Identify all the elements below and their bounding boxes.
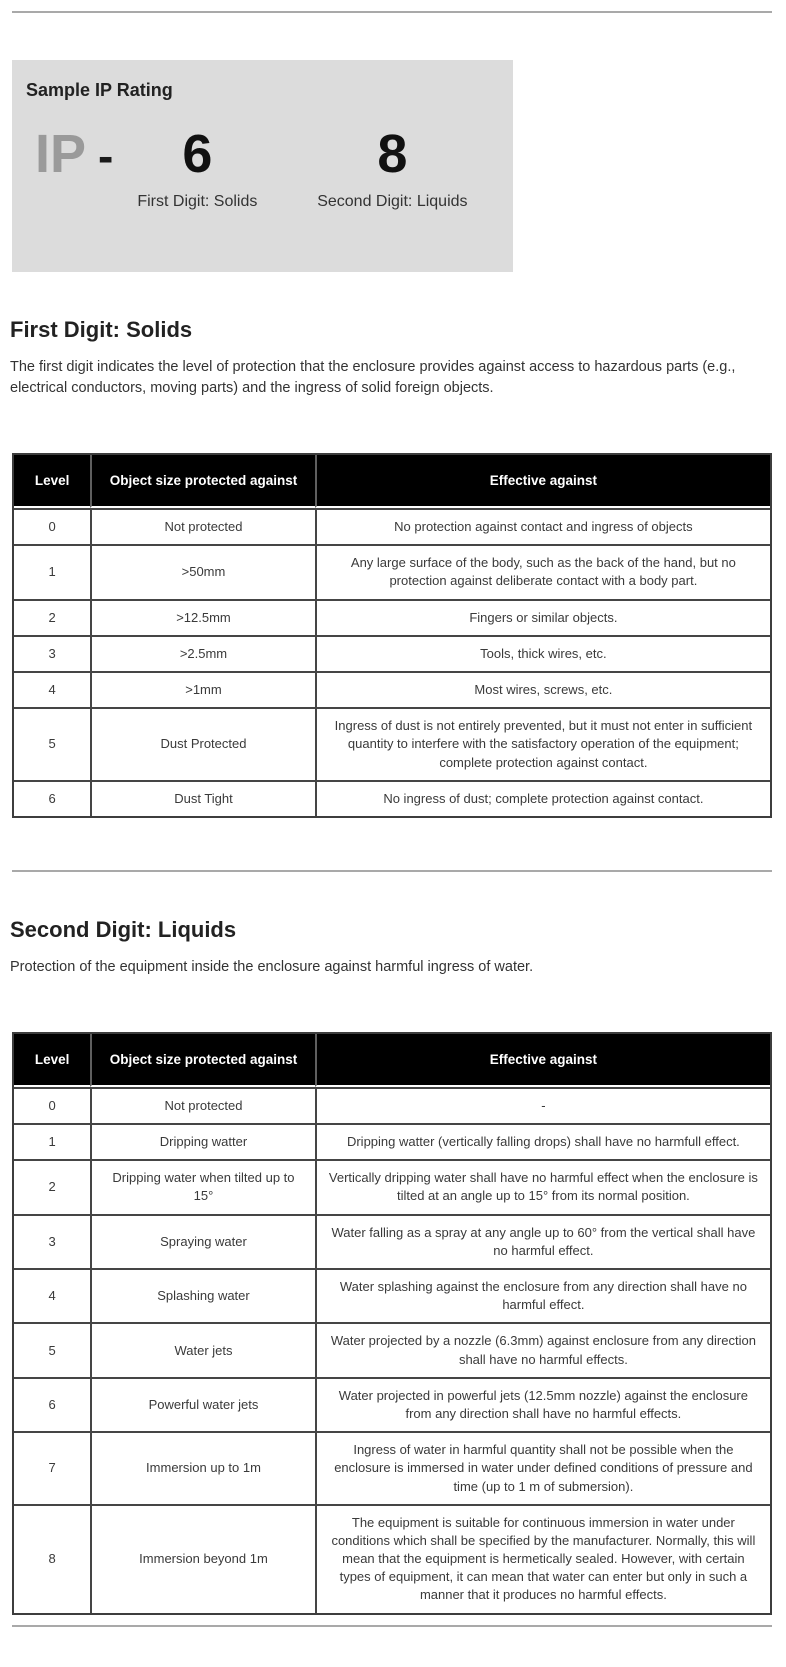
object-cell: Not protected <box>90 508 315 544</box>
table-row <box>14 508 770 544</box>
first-digit-column <box>117 124 277 211</box>
liquids-table <box>12 1032 772 1615</box>
level-cell: 8 <box>14 1504 90 1613</box>
first-digit-value: 6 <box>182 124 213 184</box>
second-digit-column <box>307 124 477 211</box>
level-cell: 5 <box>14 1322 90 1376</box>
object-cell: Spraying water <box>90 1214 315 1268</box>
table-header-object-size: Object size protected against <box>90 455 315 508</box>
table-row <box>14 599 770 635</box>
bottom-rule <box>12 1625 772 1627</box>
solids-table-body <box>14 508 770 816</box>
table-row <box>14 1268 770 1322</box>
effective-cell: Water projected in powerful jets (12.5mm nozzle) against the enclosure from any direction shall have no harmful effects. <box>315 1377 770 1431</box>
effective-cell: Vertically dripping water shall have no harmful effect when the enclosure is tilted at an angle up to 15° from its normal position. <box>315 1159 770 1213</box>
table-row <box>14 1504 770 1613</box>
second-digit-value: 8 <box>377 124 408 184</box>
effective-cell: Water splashing against the enclosure from any direction shall have no harmful effect. <box>315 1268 770 1322</box>
table-row <box>14 707 770 780</box>
table-row <box>14 1214 770 1268</box>
ip-rating-row <box>26 124 513 211</box>
ip-letters: IP <box>35 124 87 184</box>
liquids-section <box>12 917 772 1615</box>
section-divider-rule <box>12 870 772 872</box>
object-cell: >2.5mm <box>90 635 315 671</box>
table-row <box>14 1322 770 1376</box>
effective-cell: No protection against contact and ingress of objects <box>315 508 770 544</box>
level-cell: 0 <box>14 508 90 544</box>
table-header-object-size: Object size protected against <box>90 1034 315 1087</box>
solids-table <box>12 453 772 818</box>
object-cell: Dripping watter <box>90 1123 315 1159</box>
level-cell: 2 <box>14 599 90 635</box>
object-cell: Splashing water <box>90 1268 315 1322</box>
table-header-level: Level <box>14 1034 90 1087</box>
table-row <box>14 1123 770 1159</box>
effective-cell: Water projected by a nozzle (6.3mm) against enclosure from any direction shall have no harmful effects. <box>315 1322 770 1376</box>
solids-description: The first digit indicates the level of protection that the enclosure provides against access to hazardous parts (e.g., electrical conductors, moving parts) and the ingress of solid foreign objects. <box>10 359 736 397</box>
object-cell: >1mm <box>90 671 315 707</box>
object-cell: Dust Tight <box>90 780 315 816</box>
table-row <box>14 1159 770 1213</box>
effective-cell: Fingers or similar objects. <box>315 599 770 635</box>
sample-ip-rating-box <box>12 60 513 272</box>
level-cell: 6 <box>14 1377 90 1431</box>
sample-box-title: Sample IP Rating <box>26 80 173 100</box>
object-cell: >50mm <box>90 544 315 598</box>
object-cell: >12.5mm <box>90 599 315 635</box>
level-cell: 3 <box>14 1214 90 1268</box>
effective-cell: Ingress of water in harmful quantity shall not be possible when the enclosure is immersed in water under defined conditions of pressure and time (up to 1 m of submersion). <box>315 1431 770 1504</box>
object-cell: Dripping water when tilted up to 15° <box>90 1159 315 1213</box>
first-digit-label: First Digit: Solids <box>137 193 258 210</box>
table-row <box>14 671 770 707</box>
effective-cell: The equipment is suitable for continuous immersion in water under conditions which shall be specified by the manufacturer. Normally, this will mean that the equipment is hermetically sealed. However, with certain types of equipment, it can mean that water can enter but only in such a manner that it produces no harmful effects. <box>315 1504 770 1613</box>
level-cell: 5 <box>14 707 90 780</box>
object-cell: Water jets <box>90 1322 315 1376</box>
effective-cell: Dripping watter (vertically falling drops) shall have no harmfull effect. <box>315 1123 770 1159</box>
object-cell: Immersion beyond 1m <box>90 1504 315 1613</box>
table-row <box>14 780 770 816</box>
object-cell: Immersion up to 1m <box>90 1431 315 1504</box>
effective-cell: Tools, thick wires, etc. <box>315 635 770 671</box>
level-cell: 2 <box>14 1159 90 1213</box>
solids-table-header <box>14 455 770 508</box>
effective-cell: Any large surface of the body, such as the back of the hand, but no protection against deliberate contact with a body part. <box>315 544 770 598</box>
solids-heading: First Digit: Solids <box>10 317 193 342</box>
table-row <box>14 1087 770 1123</box>
second-digit-label: Second Digit: Liquids <box>317 193 468 210</box>
effective-cell: No ingress of dust; complete protection against contact. <box>315 780 770 816</box>
effective-cell: Ingress of dust is not entirely prevented, but it must not enter in sufficient quantity to interfere with the satisfactory operation of the equipment; complete protection against contact. <box>315 707 770 780</box>
table-row <box>14 1377 770 1431</box>
level-cell: 1 <box>14 544 90 598</box>
effective-cell: - <box>315 1087 770 1123</box>
object-cell: Dust Protected <box>90 707 315 780</box>
table-header-effective: Effective against <box>315 455 770 508</box>
table-row <box>14 544 770 598</box>
liquids-heading: Second Digit: Liquids <box>10 916 237 942</box>
level-cell: 4 <box>14 1268 90 1322</box>
solids-section <box>12 317 772 818</box>
table-row <box>14 635 770 671</box>
level-cell: 7 <box>14 1431 90 1504</box>
level-cell: 6 <box>14 780 90 816</box>
object-cell: Not protected <box>90 1087 315 1123</box>
level-cell: 4 <box>14 671 90 707</box>
table-header-effective: Effective against <box>315 1034 770 1087</box>
effective-cell: Water falling as a spray at any angle up to 60° from the vertical shall have no harmful effect. <box>315 1214 770 1268</box>
effective-cell: Most wires, screws, etc. <box>315 671 770 707</box>
liquids-table-header <box>14 1034 770 1087</box>
top-rule <box>12 11 772 13</box>
level-cell: 1 <box>14 1123 90 1159</box>
object-cell: Powerful water jets <box>90 1377 315 1431</box>
table-header-level: Level <box>14 455 90 508</box>
ip-dash: - <box>98 130 114 182</box>
table-row <box>14 1431 770 1504</box>
liquids-description: Protection of the equipment inside the enclosure against harmful ingress of water. <box>10 958 534 975</box>
level-cell: 0 <box>14 1087 90 1123</box>
liquids-table-body <box>14 1087 770 1613</box>
level-cell: 3 <box>14 635 90 671</box>
ip-prefix <box>35 124 114 184</box>
